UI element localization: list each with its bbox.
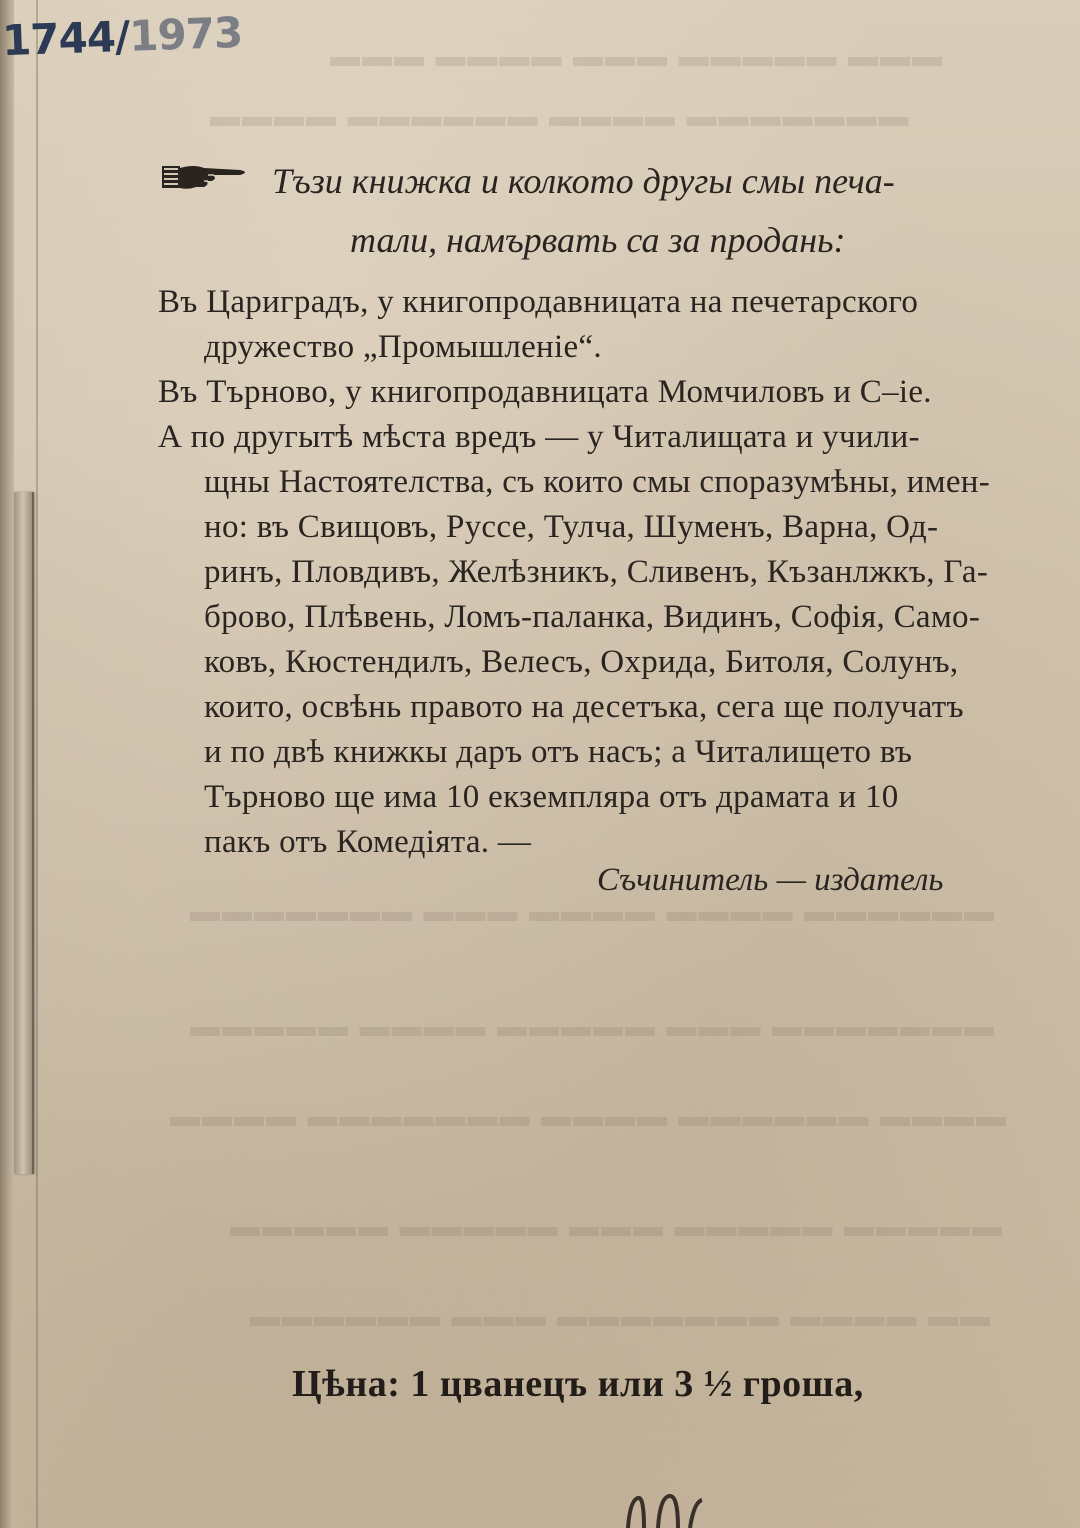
bottom-ornament-fragment [618,1490,718,1528]
author-publisher-signature: Съчинитель — издатель [597,862,944,898]
notice-heading [160,152,1020,269]
body-line: Въ Цариградъ, у книгопродавницата на печетарского [158,284,919,320]
body-line: но: въ Свищовъ, Руссе, Тулча, Шуменъ, Варна, Од- [204,509,939,545]
price-line: Цѣна: 1 цванецъ или 3 ½ гроша, [292,1363,864,1405]
notice-body [158,280,1038,865]
heading-line [160,152,1020,211]
page-spine [0,0,14,1528]
body-line: щны Настоятелства, съ които смы споразумѣны, имен- [204,464,991,500]
bleed-through-mark: ▬▬▬▬▬ ▬▬▬▬ ▬▬▬▬▬ ▬▬▬ ▬▬▬▬▬▬▬ [190,1010,996,1043]
bleed-through-mark: ▬▬▬▬ ▬▬▬▬▬▬ ▬▬▬▬ ▬▬▬▬▬▬▬ [210,100,911,133]
binding-strip [14,492,34,1174]
heading-line-1: Тъзи книжка и колкото другы смы печа- [272,161,895,201]
body-line: брово, Плѣвень, Ломъ-паланка, Видинъ, Софія, Само- [204,599,981,635]
body-line: ринъ, Пловдивъ, Желѣзникъ, Сливенъ, Къзанлжкъ, Га- [204,554,989,590]
shelfmark-faded-number: 1973 [128,7,243,61]
bleed-through-mark: ▬▬▬▬▬ ▬▬▬▬▬ ▬▬▬ ▬▬▬▬▬ ▬▬▬▬▬ [230,1210,1004,1243]
bleed-through-mark: ▬▬▬▬▬▬ ▬▬▬ ▬▬▬▬▬▬▬ ▬▬▬▬ ▬▬ [250,1300,992,1333]
body-line: пакъ отъ Комедіята. — [204,824,532,860]
heading-line-2: тали, намървать са за продань: [350,219,846,260]
page-fold-line [36,0,38,1528]
body-line: дружество „Промышленіе“. [204,329,602,365]
bleed-through-mark: ▬▬▬▬▬▬▬ ▬▬▬ ▬▬▬▬ ▬▬▬▬ ▬▬▬▬▬▬ [190,895,996,928]
pointing-hand-icon [160,153,252,211]
body-line: Търново ще има 10 екземпляра отъ драмата и 10 [204,779,899,815]
handwritten-shelfmark [1,8,243,65]
shelfmark-number: 1744/ [1,11,131,66]
body-line: които, освѣнь правото на десетъка, сега ще получатъ [204,689,964,725]
bleed-through-mark: ▬▬▬▬ ▬▬▬▬▬▬▬ ▬▬▬▬ ▬▬▬▬▬▬ ▬▬▬▬ [170,1100,1008,1133]
body-line: ковъ, Кюстендилъ, Велесъ, Охрида, Битоля, Солунъ, [204,644,959,680]
body-line: Въ Търново, у книгопродавницата Момчиловъ и С–іе. [158,374,932,410]
body-line: А по другытѣ мѣста вредъ — у Читалищата и учили- [158,419,920,455]
body-line: и по двѣ книжкы даръ отъ насъ; а Читалището въ [204,734,913,770]
bleed-through-mark: ▬▬▬ ▬▬▬▬ ▬▬▬ ▬▬▬▬▬ ▬▬▬ [330,40,944,73]
